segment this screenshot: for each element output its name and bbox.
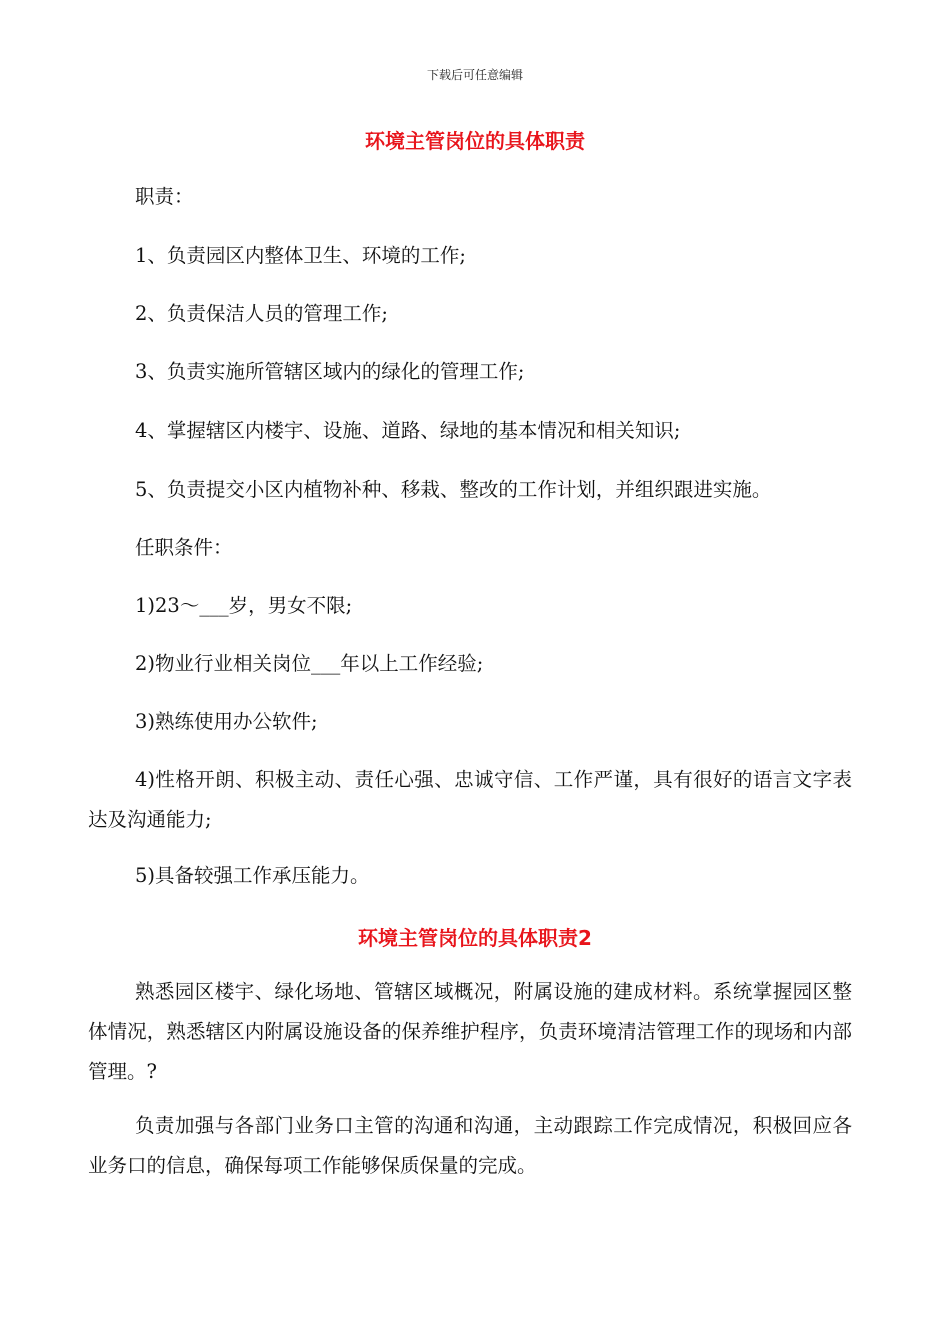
requirement-item: 5)具备较强工作承压能力。: [135, 864, 370, 887]
duties-heading: 职责：: [135, 185, 194, 208]
section2-paragraph: 熟悉园区楼宇、绿化场地、管辖区域概况，附属设施的建成材料。系统掌握园区整体情况，熟悉辖区内附属设施设备的保养维护程序，负责环境清洁管理工作的现场和内部管理。?: [88, 980, 852, 1083]
duty-item: 2、负责保洁人员的管理工作;: [135, 302, 388, 325]
header-note: 下载后可任意编辑: [426, 68, 523, 82]
duty-item: 1、负责园区内整体卫生、环境的工作;: [135, 244, 466, 267]
duty-item: 5、负责提交小区内植物补种、移栽、整改的工作计划，并组织跟进实施。: [135, 478, 772, 501]
section2-paragraph: 负责加强与各部门业务口主管的沟通和沟通，主动跟踪工作完成情况，积极回应各业务口的信息，确保每项工作能够保质保量的完成。: [88, 1114, 852, 1177]
requirement-item: 1)23～___岁，男女不限;: [135, 594, 353, 617]
requirements-heading: 任职条件：: [135, 536, 233, 559]
section2-title: 环境主管岗位的具体职责2: [358, 926, 592, 950]
requirement-item: 2)物业行业相关岗位___年以上工作经验;: [135, 652, 484, 675]
duty-item: 3、负责实施所管辖区域内的绿化的管理工作;: [135, 360, 525, 383]
section1-title: 环境主管岗位的具体职责: [365, 129, 585, 153]
duty-item: 4、掌握辖区内楼宇、设施、道路、绿地的基本情况和相关知识;: [135, 419, 681, 442]
requirement-item: 4)性格开朗、积极主动、责任心强、忠诚守信、工作严谨，具有很好的语言文字表达及沟通能力;: [88, 768, 852, 831]
requirement-item: 3)熟练使用办公软件;: [135, 710, 318, 733]
